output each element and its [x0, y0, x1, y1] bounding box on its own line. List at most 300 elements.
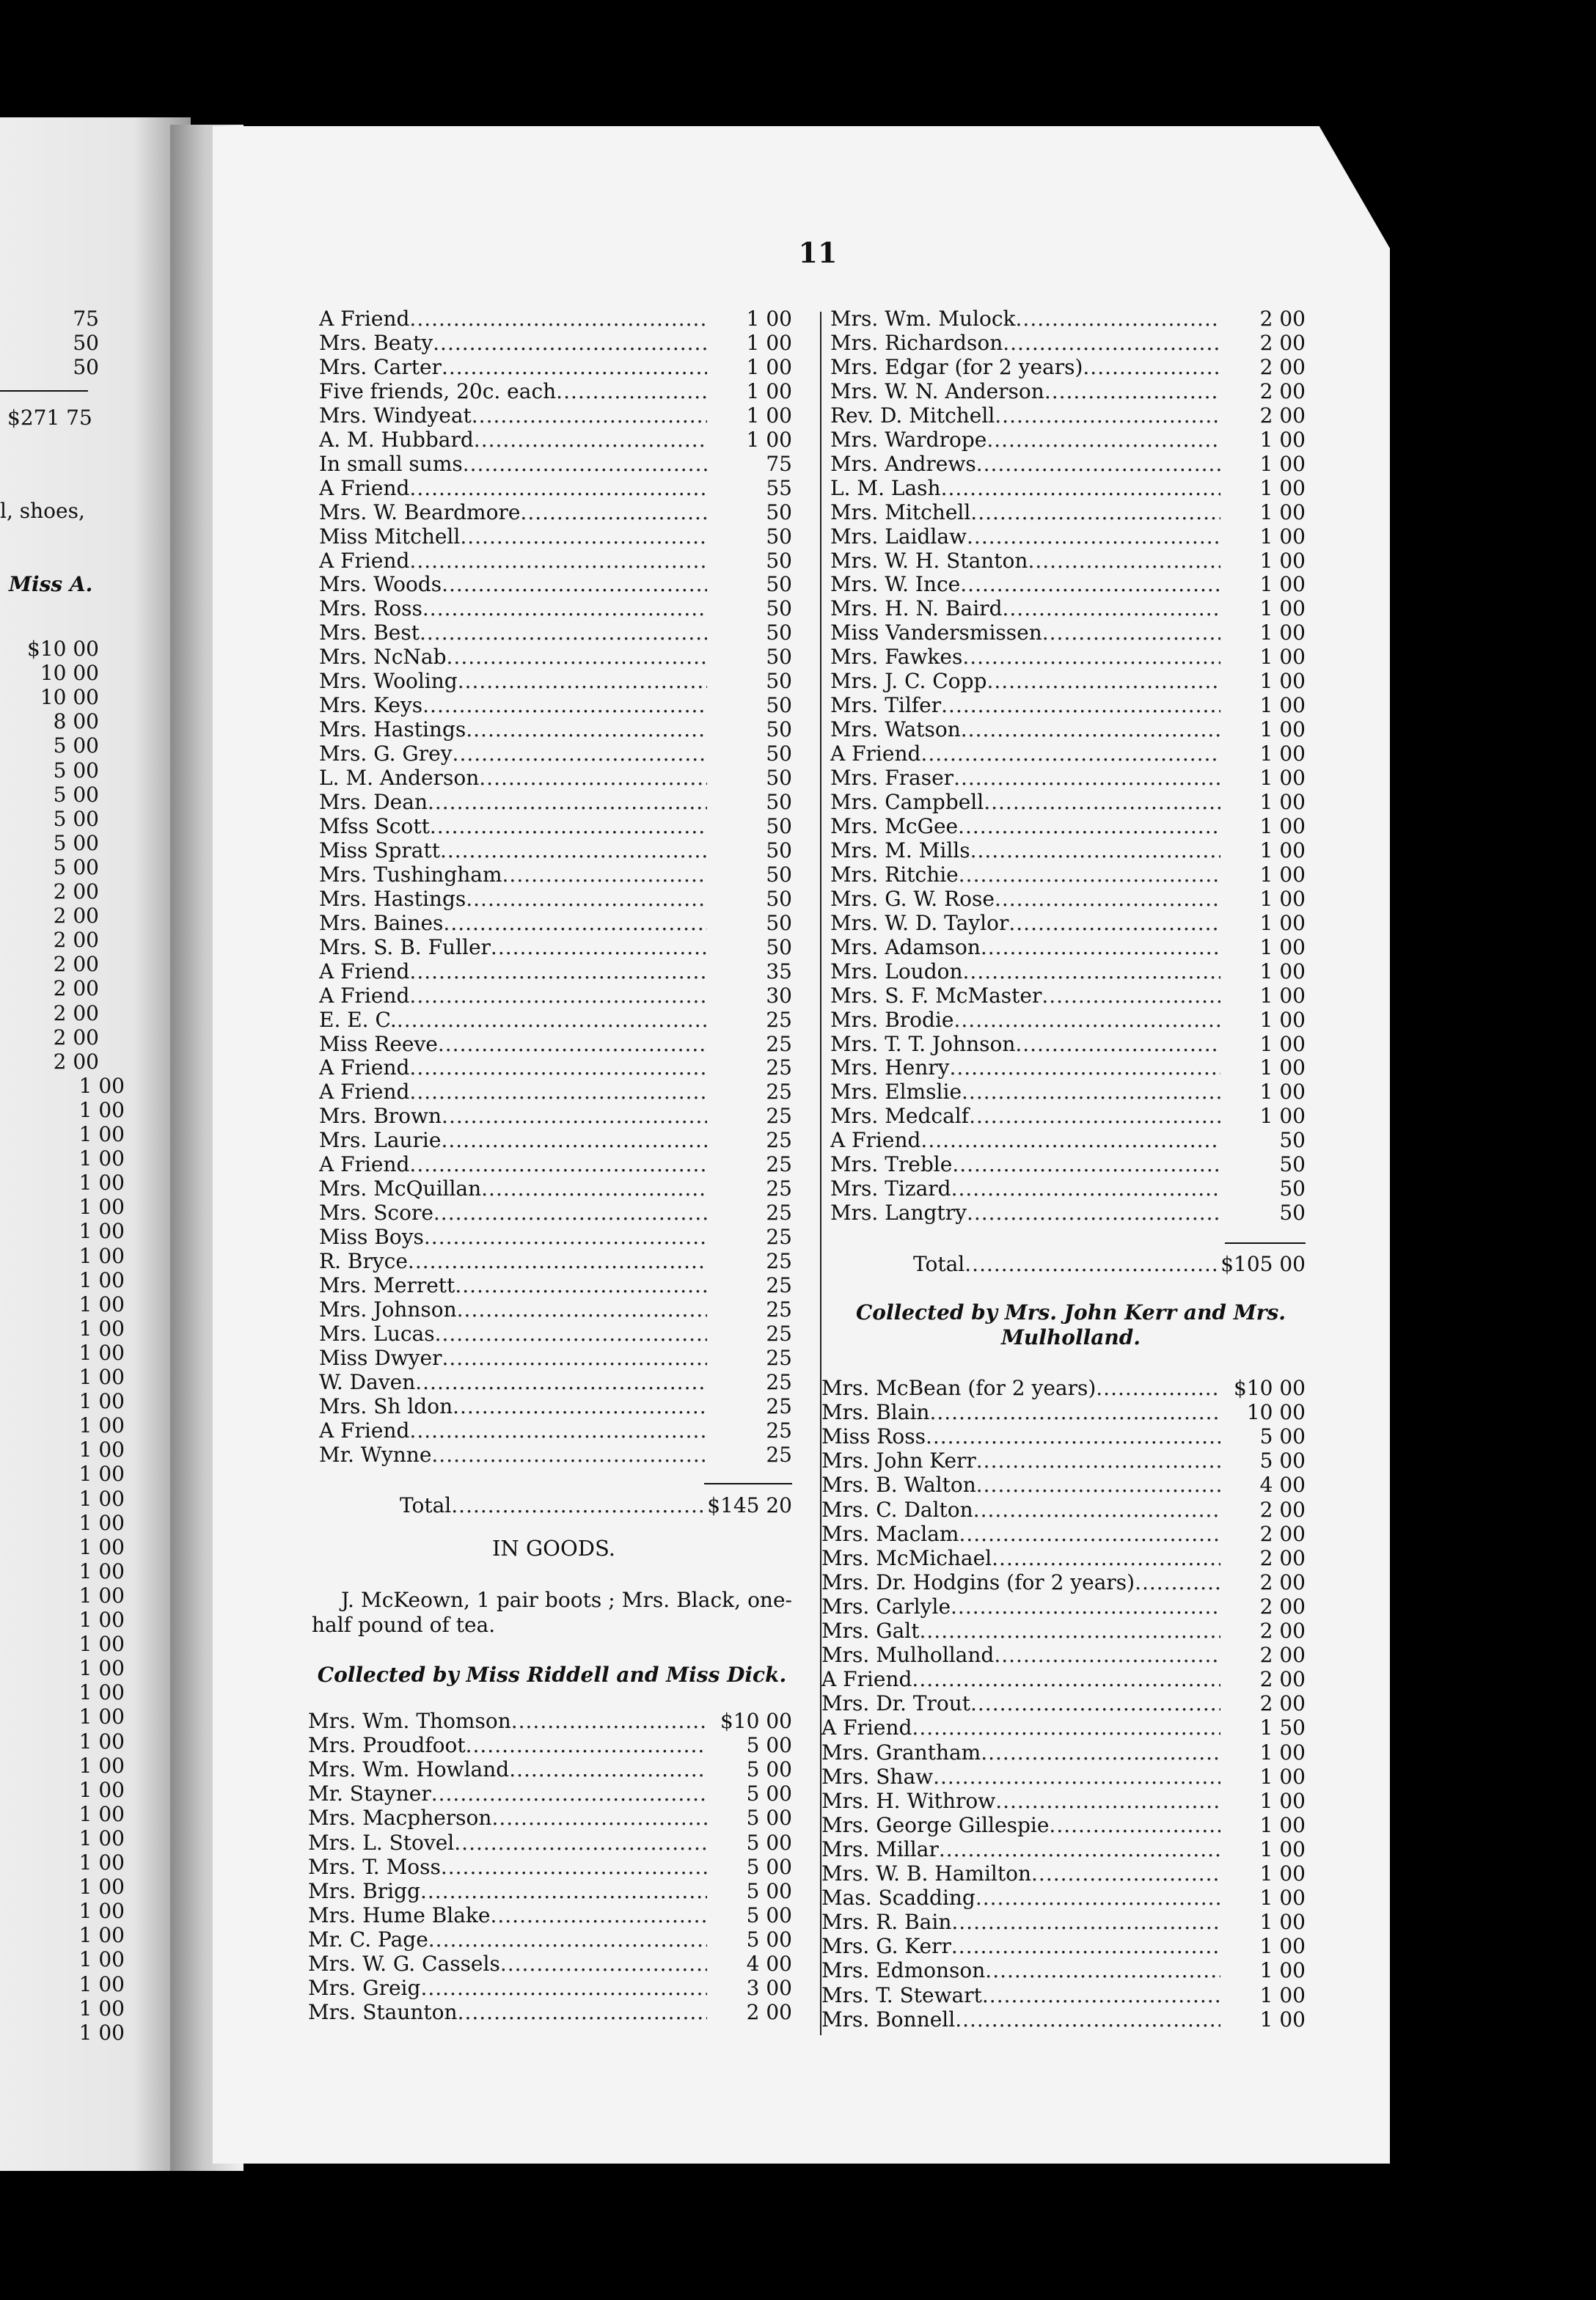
donation-amount: 50: [1279, 1201, 1306, 1226]
donation-amount: 25: [766, 1442, 792, 1467]
donation-amount: 1 00: [746, 354, 792, 379]
left-page-amount: 1 00: [78, 1340, 125, 1365]
donor-name: Mrs. Dr. Hodgins (for 2 years): [821, 1570, 1135, 1594]
donor-name: Mrs. H. N. Baird: [830, 596, 1003, 621]
ledger-row: [830, 645, 1306, 669]
ledger-row: [308, 1855, 792, 1879]
left-page-amount: 1 00: [78, 1825, 125, 1850]
ledger-row: [319, 862, 792, 887]
ledger-row: [830, 428, 1306, 452]
donor-name: A Friend: [821, 1715, 912, 1740]
ledger-row: [821, 1643, 1306, 1667]
ledger-row: [319, 645, 792, 669]
ledger-row: [319, 572, 792, 596]
donor-name: A Friend: [319, 1418, 410, 1443]
donor-name: Mrs. Staunton: [308, 2000, 458, 2025]
left-page-total: $271 75: [7, 406, 92, 430]
left-page-amount: 1 00: [78, 1996, 125, 2021]
donation-amount: 50: [766, 862, 792, 887]
ledger-row: [319, 887, 792, 911]
left-page-amount: 1 00: [78, 1292, 125, 1316]
donor-name: Miss Ross: [821, 1424, 926, 1449]
left-page-amount: 1 00: [78, 1875, 125, 1900]
ledger-row: [319, 911, 792, 935]
donor-name: A. M. Hubbard: [319, 427, 474, 452]
donation-amount: 50: [766, 620, 792, 645]
ledger-row: [319, 693, 792, 717]
left-page-amount: 1 00: [78, 1073, 125, 1098]
ledger-row: [319, 766, 792, 790]
left-page-amount: 5 00: [53, 830, 99, 855]
donation-amount: 1 00: [1259, 717, 1306, 742]
column2-total-rule: [1225, 1242, 1306, 1244]
left-page-amount: 5 00: [53, 758, 99, 783]
left-page-amount: 2 00: [53, 1000, 99, 1025]
donation-amount: 25: [766, 1249, 792, 1274]
donor-name: Mrs. Carlyle: [821, 1594, 951, 1619]
ledger-row: [319, 1055, 792, 1080]
donation-amount: 1 00: [1259, 572, 1306, 597]
left-page-amount: 2 00: [53, 1049, 99, 1074]
donor-name: A Friend: [319, 475, 410, 500]
donor-name: Mrs. H. Withrow: [821, 1788, 996, 1813]
donor-name: Mrs. W. D. Taylor: [830, 910, 1009, 935]
donation-amount: 1 00: [1259, 1764, 1306, 1789]
ledger-row: [308, 1733, 792, 1757]
ledger-row: [830, 1008, 1306, 1032]
donation-amount: 1 00: [1259, 596, 1306, 621]
donor-name: Mrs. Johnson: [319, 1297, 457, 1322]
left-page-amount: 1 00: [78, 1704, 125, 1729]
ledger-row: [821, 1691, 1306, 1715]
left-page-fragment: Miss A.: [9, 572, 93, 596]
donor-name: Mrs. Laurie: [319, 1128, 442, 1153]
donor-name: Mrs. G. Kerr: [821, 1934, 951, 1959]
donation-amount: 5 00: [746, 1757, 792, 1782]
donation-amount: 50: [1279, 1176, 1306, 1201]
donation-amount: 50: [766, 813, 792, 838]
donor-name: Mrs. Wm. Howland: [308, 1757, 510, 1782]
donation-amount: 2 00: [1259, 1545, 1306, 1570]
donor-name: Mrs. Bonnell: [821, 2007, 956, 2032]
ledger-row: [319, 1443, 792, 1467]
donation-amount: 5 00: [746, 1830, 792, 1855]
ledger-row: [308, 1976, 792, 2000]
left-page-amount: 1 00: [78, 1243, 125, 1268]
donor-name: Mrs. Sh ldon: [319, 1393, 453, 1418]
ledger-row: [319, 549, 792, 573]
donor-name: Mrs. R. Bain: [821, 1910, 952, 1935]
donor-name: Mrs. Grantham: [821, 1740, 981, 1765]
ledger-row: [830, 524, 1306, 549]
donation-amount: 2 00: [1259, 1691, 1306, 1716]
donation-amount: 1 00: [1259, 1910, 1306, 1935]
donor-name: A Friend: [830, 1128, 921, 1153]
ledger-row: [821, 1667, 1306, 1691]
ledger-row: [308, 1903, 792, 1927]
donor-name: Mrs. Wooling: [319, 669, 458, 694]
donor-name: Mrs. Loudon: [830, 959, 963, 984]
ledger-row: [830, 549, 1306, 573]
left-page-amount: 1 00: [78, 1267, 125, 1292]
donor-name: Mrs. Hastings: [319, 717, 466, 742]
donor-name: Mrs. Brigg: [308, 1878, 420, 1903]
ledger-row: [319, 984, 792, 1008]
donor-name: Mrs. Wardrope: [830, 427, 987, 452]
donor-name: Mrs. Shaw: [821, 1764, 934, 1789]
donor-name: Mrs. Tilfer: [830, 693, 942, 718]
left-page-amount: 1 00: [78, 1777, 125, 1802]
left-page-amount: 1 00: [78, 1510, 125, 1535]
donor-name: Mrs. McQuillan: [319, 1176, 482, 1201]
donation-amount: $10 00: [720, 1709, 792, 1733]
ledger-row: [830, 741, 1306, 766]
left-page-fragment: l, shoes,: [0, 499, 85, 523]
donor-name: A Friend: [830, 741, 921, 766]
ledger-row: [821, 1498, 1306, 1522]
donor-name: Mrs. Ross: [319, 596, 422, 621]
donor-name: Mrs. Wm. Mulock: [830, 307, 1016, 331]
ledger-row: [319, 428, 792, 452]
donation-amount: 1 00: [1259, 475, 1306, 500]
left-page-amount: 2 00: [53, 952, 99, 977]
left-page-amount: 1 00: [78, 1219, 125, 1244]
donor-name: A Friend: [319, 1080, 410, 1105]
donor-name: Mrs. S. B. Fuller: [319, 934, 491, 959]
donation-amount: 4 00: [1259, 1473, 1306, 1498]
ledger-row: [830, 838, 1306, 862]
left-page-amount: 1 00: [78, 1850, 125, 1875]
donation-amount: 5 00: [746, 1854, 792, 1879]
ledger-row: [830, 766, 1306, 790]
ledger-row: [821, 1594, 1306, 1619]
donor-name: Miss Boys: [319, 1225, 424, 1250]
donation-amount: 1 00: [1259, 790, 1306, 814]
ledger-row: [319, 1273, 792, 1297]
donor-name: Mrs. S. F. McMaster: [830, 983, 1042, 1008]
ledger-row: [830, 790, 1306, 814]
left-page-amount: 1 00: [78, 1947, 125, 1972]
donor-name: Mrs. Treble: [830, 1152, 953, 1177]
donation-amount: 50: [766, 596, 792, 621]
donation-amount: 50: [766, 524, 792, 549]
donation-amount: 1 00: [1259, 813, 1306, 838]
donation-amount: 1 00: [1259, 838, 1306, 862]
ledger-row: [319, 935, 792, 959]
ledger-row: [319, 741, 792, 766]
donor-name: Mrs. John Kerr: [821, 1449, 976, 1473]
donation-amount: 25: [766, 1128, 792, 1153]
donation-amount: 50: [766, 766, 792, 791]
donor-name: Mfss Scott: [319, 813, 430, 838]
donation-amount: 1 00: [1259, 1055, 1306, 1080]
donor-name: Mrs. McGee: [830, 813, 959, 838]
donation-amount: 50: [766, 741, 792, 766]
ledger-row: [319, 379, 792, 403]
donor-name: Mrs. McMichael: [821, 1545, 992, 1570]
donor-name: Mrs. Campbell: [830, 790, 984, 814]
donation-amount: 1 00: [1259, 1031, 1306, 1056]
donor-name: Mrs. W. N. Anderson: [830, 378, 1044, 403]
left-page-amount: 1 00: [78, 1656, 125, 1681]
donor-name: A Friend: [319, 983, 410, 1008]
column1-total-row: [400, 1493, 792, 1517]
donation-amount: 1 00: [746, 403, 792, 428]
donor-name: Mrs. G. Grey: [319, 741, 453, 766]
donor-name: Mrs. Windyeat: [319, 403, 472, 428]
donor-name: Mrs. Henry: [830, 1055, 950, 1080]
ledger-row: [830, 355, 1306, 379]
donor-name: Mrs. Ritchie: [830, 862, 959, 887]
donor-name: W. Daven: [319, 1369, 416, 1394]
donor-name: Mrs. NcNab: [319, 645, 447, 670]
donation-amount: 1 00: [1259, 741, 1306, 766]
donor-name: Mrs. Elmslie: [830, 1080, 962, 1105]
ledger-row: [821, 1910, 1306, 1934]
donation-amount: 1 50: [1259, 1715, 1306, 1740]
left-page-amount: 1 00: [78, 1801, 125, 1826]
ledger-row: [830, 403, 1306, 428]
donor-name: E. E. C.: [319, 1007, 397, 1032]
ledger-row: [319, 959, 792, 984]
donation-amount: 1 00: [1259, 1080, 1306, 1105]
left-page-amount: 1 00: [78, 1753, 125, 1778]
donation-amount: 25: [766, 1393, 792, 1418]
donor-name: A Friend: [319, 959, 410, 984]
donation-amount: 1 00: [1259, 886, 1306, 911]
ledger-row: [319, 524, 792, 549]
donation-amount: 50: [766, 838, 792, 862]
ledger-row: [830, 717, 1306, 741]
left-page-amount: 1 00: [78, 2020, 125, 2045]
donation-amount: 2 00: [746, 2000, 792, 2025]
donor-name: Mrs. M. Mills: [830, 838, 970, 862]
ledger-row: [319, 1394, 792, 1418]
donor-name: Mrs. Beaty: [319, 330, 433, 355]
donation-amount: 1 00: [1259, 693, 1306, 718]
left-page-amount: 5 00: [53, 782, 99, 807]
ledger-row: [830, 572, 1306, 596]
ledger-row: [308, 1806, 792, 1830]
donor-name: Miss Dwyer: [319, 1345, 442, 1370]
ledger-row: [319, 1370, 792, 1394]
donation-amount: 25: [766, 1007, 792, 1032]
ledger-row: [821, 1813, 1306, 1837]
donation-amount: 2 00: [1259, 354, 1306, 379]
ledger-row: [821, 1715, 1306, 1740]
donor-name: Mrs. Fraser: [830, 766, 954, 791]
column1-total-rule: [704, 1483, 792, 1484]
ledger-row: [319, 1152, 792, 1176]
donation-amount: 25: [766, 1055, 792, 1080]
donation-amount: 25: [766, 1152, 792, 1177]
donor-name: Mrs. McBean (for 2 years): [821, 1376, 1097, 1400]
donation-amount: 3 00: [746, 1976, 792, 2001]
donor-name: Mrs. W. Beardmore: [319, 499, 521, 524]
donation-amount: $10 00: [1234, 1376, 1306, 1400]
ledger-row: [830, 887, 1306, 911]
donation-amount: 50: [766, 717, 792, 742]
donor-name: Mrs. Brown: [319, 1104, 442, 1129]
ledger-row: [830, 984, 1306, 1008]
donor-name: Mrs. W. Ince: [830, 572, 961, 597]
ledger-row: [319, 1032, 792, 1056]
donor-name: Mrs. Carter: [319, 354, 442, 379]
donation-amount: 50: [766, 572, 792, 597]
donation-amount: 50: [766, 499, 792, 524]
donation-amount: 1 00: [746, 378, 792, 403]
left-page-amount: 5 00: [53, 806, 99, 831]
in-goods-heading: IN GOODS.: [491, 1536, 616, 1561]
donor-name: Mrs. Mulholland: [821, 1643, 995, 1668]
ledger-row: [308, 1757, 792, 1781]
donation-amount: 1 00: [1259, 524, 1306, 549]
ledger-row: [830, 1032, 1306, 1056]
donation-amount: 5 00: [1259, 1424, 1306, 1449]
donation-amount: 25: [766, 1345, 792, 1370]
left-page-amount: 1 00: [78, 1195, 125, 1220]
donor-name: A Friend: [319, 548, 410, 573]
donor-name: In small sums: [319, 451, 463, 476]
left-page-amount: 1 00: [78, 1608, 125, 1632]
donation-amount: 25: [766, 1297, 792, 1322]
donation-amount: 1 00: [1259, 645, 1306, 670]
donor-name: Mrs. Merrett: [319, 1273, 455, 1297]
donation-amount: 5 00: [746, 1733, 792, 1758]
donor-name: Mas. Scadding: [821, 1886, 975, 1911]
ledger-row: [830, 1080, 1306, 1104]
donor-name: Mrs. Tushingham: [319, 862, 502, 887]
donation-amount: 50: [766, 693, 792, 718]
donation-amount: 1 00: [1259, 1812, 1306, 1837]
donation-amount: 5 00: [746, 1902, 792, 1927]
donation-amount: 25: [766, 1104, 792, 1129]
donor-name: Mrs. T. T. Johnson: [830, 1031, 1016, 1056]
donor-name: Mrs. Andrews: [830, 451, 976, 476]
ledger-row: [830, 452, 1306, 476]
total-label: Total: [400, 1493, 452, 1517]
donation-amount: 50: [766, 548, 792, 573]
ledger-row: [821, 1570, 1306, 1594]
donor-name: Mrs. C. Dalton: [821, 1497, 973, 1522]
ledger-row: [821, 1934, 1306, 1958]
left-page-amount: 1 00: [78, 1559, 125, 1583]
donation-amount: 1 00: [1259, 1788, 1306, 1813]
ledger-row: [308, 1927, 792, 1952]
donation-amount: 1 00: [1259, 910, 1306, 935]
left-page-amount: 5 00: [53, 733, 99, 758]
donor-name: Mrs. T. Stewart: [821, 1982, 982, 2007]
donation-amount: 5 00: [746, 1806, 792, 1831]
ledger-row: [830, 669, 1306, 693]
donation-amount: 25: [766, 1225, 792, 1250]
donor-name: Mrs. Macpherson: [308, 1806, 492, 1831]
ledger-row: [821, 1473, 1306, 1497]
donor-name: Mrs. Wm. Thomson: [308, 1709, 511, 1733]
ledger-row: [830, 862, 1306, 887]
donation-amount: 25: [766, 1176, 792, 1201]
ledger-row: [821, 1522, 1306, 1546]
left-page-amount: $10 00: [27, 637, 99, 661]
in-goods-text: J. McKeown, 1 pair boots ; Mrs. Black, one-half pound of tea.: [312, 1588, 792, 1637]
donor-name: Mrs. Brodie: [830, 1007, 954, 1032]
left-page-amount: 1 00: [78, 1534, 125, 1559]
left-page-amount: 1 00: [78, 1971, 125, 1996]
ledger-row: [830, 596, 1306, 620]
ledger-row: [821, 1861, 1306, 1886]
donation-amount: 5 00: [746, 1878, 792, 1903]
donor-name: Mrs. Watson: [830, 717, 961, 742]
ledger-row: [821, 2007, 1306, 2032]
donor-name: Mrs. Richardson: [830, 330, 1003, 355]
ledger-row: [319, 1201, 792, 1225]
donor-name: Mrs. Dean: [319, 790, 428, 814]
ledger-row: [821, 1400, 1306, 1424]
donation-amount: 75: [766, 451, 792, 476]
donor-name: Mrs. T. Moss: [308, 1854, 441, 1879]
donation-amount: 25: [766, 1201, 792, 1226]
ledger-row: [830, 814, 1306, 838]
donation-amount: 50: [766, 645, 792, 670]
donation-amount: 2 00: [1259, 1667, 1306, 1692]
ledger-row: [319, 1322, 792, 1346]
left-page-amount: 10 00: [40, 661, 99, 686]
donation-amount: 1 00: [1259, 959, 1306, 984]
ledger-row: [830, 959, 1306, 984]
donor-name: A Friend: [319, 307, 410, 331]
donation-amount: 1 00: [1259, 862, 1306, 887]
ledger-row: [319, 1297, 792, 1322]
donor-name: Miss Vandersmissen: [830, 620, 1042, 645]
donor-name: Mrs. Score: [319, 1201, 433, 1226]
ledger-row: [830, 1152, 1306, 1176]
donation-amount: 50: [766, 886, 792, 911]
ledger-row: [319, 1249, 792, 1273]
total-label: Total: [913, 1252, 965, 1276]
left-total-rule: [0, 390, 88, 392]
ledger-row: [319, 838, 792, 862]
ledger-row: [308, 1781, 792, 1806]
ledger-row: [821, 1765, 1306, 1789]
left-page-amount: 10 00: [40, 685, 99, 710]
donation-amount: 35: [766, 959, 792, 984]
left-page-amount: 1 00: [78, 1413, 125, 1438]
donation-amount: 1 00: [1259, 1982, 1306, 2007]
ledger-row: [319, 790, 792, 814]
ledger-row: [830, 1128, 1306, 1152]
donation-amount: 1 00: [1259, 1104, 1306, 1129]
ledger-row: [830, 1055, 1306, 1080]
ledger-row: [319, 403, 792, 428]
donation-amount: 1 00: [1259, 2007, 1306, 2032]
donor-name: Mr. Stayner: [308, 1781, 431, 1806]
ledger-row: [821, 1376, 1306, 1400]
ledger-row: [319, 596, 792, 620]
donor-name: Mrs. Keys: [319, 693, 423, 718]
left-page-amount: 2 00: [53, 879, 99, 904]
donor-name: Mr. Wynne: [319, 1442, 432, 1467]
donation-amount: 1 00: [1259, 983, 1306, 1008]
donor-name: L. M. Lash: [830, 475, 941, 500]
donation-amount: 1 00: [1259, 934, 1306, 959]
donor-name: L. M. Anderson: [319, 766, 480, 791]
donor-name: Mrs. Adamson: [830, 934, 981, 959]
left-page-amount: 1 00: [78, 1316, 125, 1341]
donation-amount: 5 00: [746, 1781, 792, 1806]
ledger-row: [319, 717, 792, 741]
left-page-amount: 2 00: [53, 904, 99, 929]
ledger-row: [319, 307, 792, 331]
